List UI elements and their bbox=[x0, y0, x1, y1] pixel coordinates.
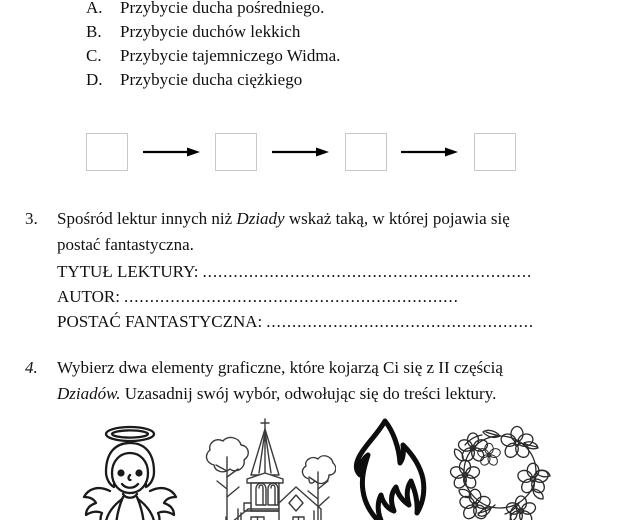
answer-box-4[interactable] bbox=[474, 133, 516, 171]
field-dotted-line: .................................................... bbox=[266, 312, 535, 331]
option-text: Przybycie tajemniczego Widma. bbox=[120, 46, 341, 65]
wreath-illustration[interactable] bbox=[445, 417, 555, 520]
option-text: Przybycie duchów lekkich bbox=[120, 22, 301, 41]
field-label: POSTAĆ FANTASTYCZNA: bbox=[57, 312, 263, 331]
question-4-line1: Wybierz dwa elementy graficzne, które kojarzą Ci się z II częścią bbox=[57, 358, 503, 377]
question-3-line1-before: Spośród lektur innych niż bbox=[57, 209, 237, 228]
field-label: TYTUŁ LEKTURY: bbox=[57, 262, 199, 281]
question-4 bbox=[0, 355, 590, 407]
answer-box-2[interactable] bbox=[215, 133, 257, 171]
field-dotted-line: ................................................................ bbox=[202, 262, 533, 281]
option-letter: A. bbox=[86, 0, 103, 17]
list-item bbox=[0, 68, 622, 92]
question-4-line2 bbox=[57, 381, 590, 407]
question-text bbox=[57, 355, 590, 407]
answer-options-list bbox=[0, 0, 622, 92]
arrow-right-icon bbox=[257, 145, 344, 159]
question-4-line2-after: Uzasadnij swój wybór, odwołując się do treści lektury. bbox=[120, 384, 497, 403]
option-text: Przybycie ducha ciężkiego bbox=[120, 70, 303, 89]
sequence-answer-boxes bbox=[86, 131, 516, 173]
field-postac-fantastyczna[interactable] bbox=[57, 309, 617, 334]
field-label: AUTOR: bbox=[57, 287, 120, 306]
question-3-title-italic: Dziady bbox=[236, 209, 285, 228]
question-3-line2: postać fantastyczna. bbox=[57, 235, 194, 254]
question-number: 4. bbox=[25, 358, 38, 377]
list-item bbox=[0, 0, 622, 20]
flame-illustration[interactable] bbox=[341, 417, 437, 520]
field-dotted-line: ................................................................. bbox=[123, 287, 459, 306]
list-item bbox=[0, 44, 622, 68]
illustration-row bbox=[0, 417, 622, 520]
question-3-line1-after: wskaż taką, w której pojawia się bbox=[284, 209, 510, 228]
fill-in-fields bbox=[57, 259, 617, 334]
option-letter: B. bbox=[86, 22, 102, 41]
question-number: 3. bbox=[25, 209, 38, 228]
field-title-lektury[interactable] bbox=[57, 259, 617, 284]
answer-box-3[interactable] bbox=[345, 133, 387, 171]
option-text: Przybycie ducha pośredniego. bbox=[120, 0, 325, 17]
angel-illustration[interactable] bbox=[76, 417, 184, 520]
option-letter: C. bbox=[86, 46, 102, 65]
list-item bbox=[0, 20, 622, 44]
arrow-right-icon bbox=[128, 145, 215, 159]
question-3 bbox=[0, 206, 590, 258]
church-illustration[interactable] bbox=[196, 417, 336, 520]
question-4-title-italic: Dziadów. bbox=[57, 384, 121, 403]
arrow-right-icon bbox=[387, 145, 474, 159]
option-letter: D. bbox=[86, 70, 103, 89]
field-autor[interactable] bbox=[57, 284, 617, 309]
answer-box-1[interactable] bbox=[86, 133, 128, 171]
question-text bbox=[57, 206, 590, 258]
